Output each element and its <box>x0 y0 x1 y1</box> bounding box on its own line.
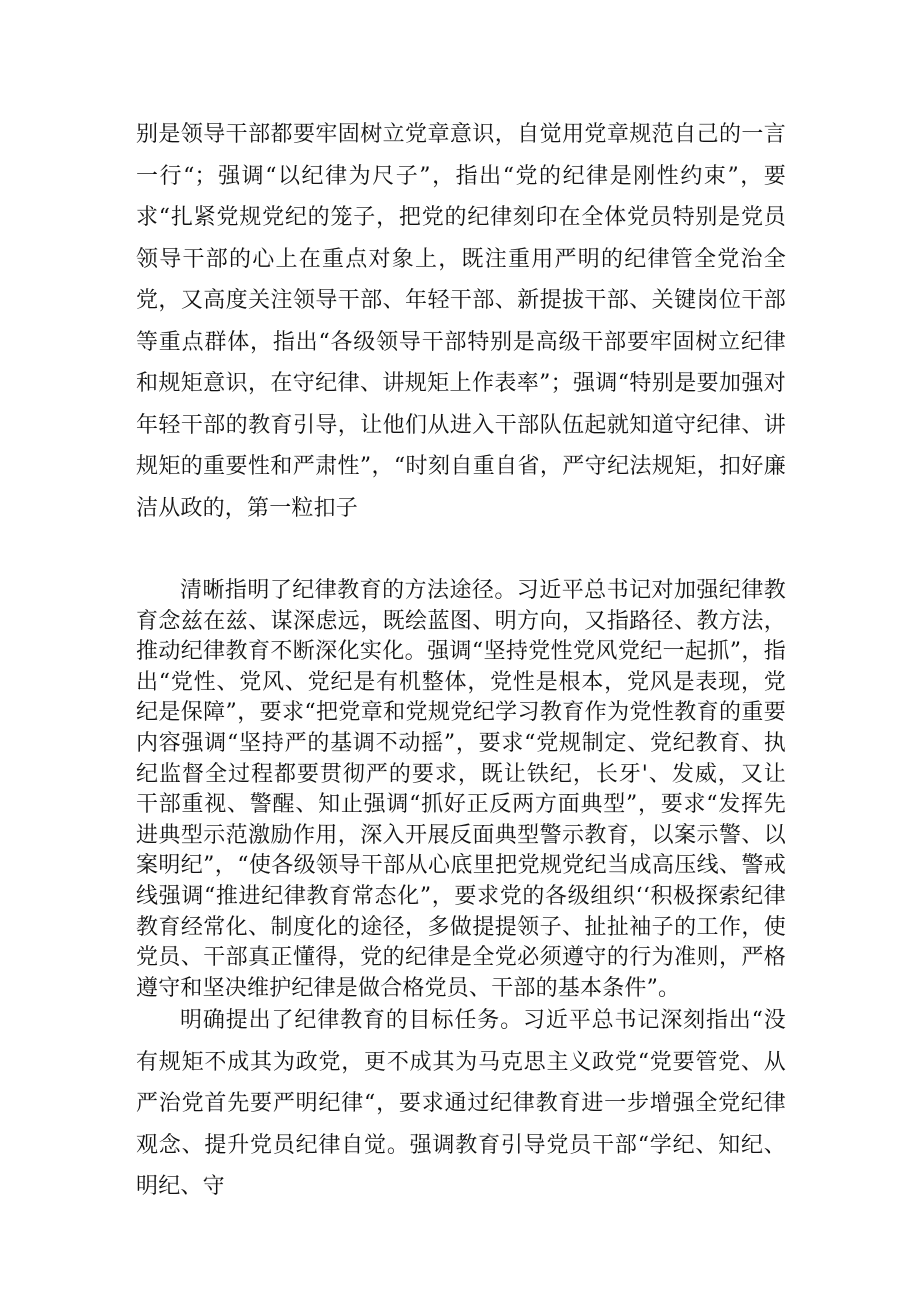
paragraph-education-methods: 清晰指明了纪律教育的方法途径。习近平总书记对加强纪律教育念兹在兹、谋深虑远，既绘蓝图、明方向，又指路径、教方法，推动纪律教育不断深化实化。强调“坚持党性党风党纪一起抓”，指出“党性、党风、党纪是有机整体，党性是根本，党风是表现，党纪是保障”，要求“把党章和党规党纪学习教育作为党性教育的重要内容强调“坚持严的基调不动摇”，要求“党规制定、党纪教育、执纪监督全过程都要贯彻严的要求，既让铁纪，长牙'、发威，又让干部重视、警醒、知止强调“抓好正反两方面典型”，要求“发挥先进典型示范激励作用，深入开展反面典型警示教育，以案示警、以案明纪”，“使各级领导干部从心底里把党规党纪当成高压线、警戒线强调“推进纪律教育常态化”，要求党的各级组织‘‘积极探索纪律教育经常化、制度化的途径，多做提提领子、扯扯袖子的工作，使党员、干部真正懂得，党的纪律是全党必须遵守的行为准则，严格遵守和坚决维护纪律是做合格党员、干部的基本条件”。 <box>136 578 786 1001</box>
paragraph-education-goals: 明确提出了纪律教育的目标任务。习近平总书记深刻指出“没有规矩不成其为政党，更不成其为马克思主义政党“党要管党、从严治党首先要严明纪律“，要求通过纪律教育进一步增强全党纪律观念、提升党员纪律自觉。强调教育引导党员干部“学纪、知纪、明纪、守 <box>136 1008 786 1199</box>
paragraph-party-constitution-awareness: 别是领导干部都要牢固树立党章意识，自觉用党章规范自己的一言一行“；强调“以纪律为尺子”，指出“党的纪律是刚性约束”，要求“扎紧党规党纪的笼子，把党的纪律刻印在全体党员特别是党员领导干部的心上在重点对象上，既注重用严明的纪律管全党治全党，又高度关注领导干部、年轻干部、新提拔干部、关键岗位干部等重点群体，指出“各级领导干部特别是高级干部要牢固树立纪律和规矩意识，在守纪律、讲规矩上作表率”；强调“特别是要加强对年轻干部的教育引导，让他们从进入干部队伍起就知道守纪律、讲规矩的重要性和严肃性”，“时刻自重自省，严守纪法规矩，扣好廉洁从政的，第一粒扣子 <box>136 122 786 521</box>
